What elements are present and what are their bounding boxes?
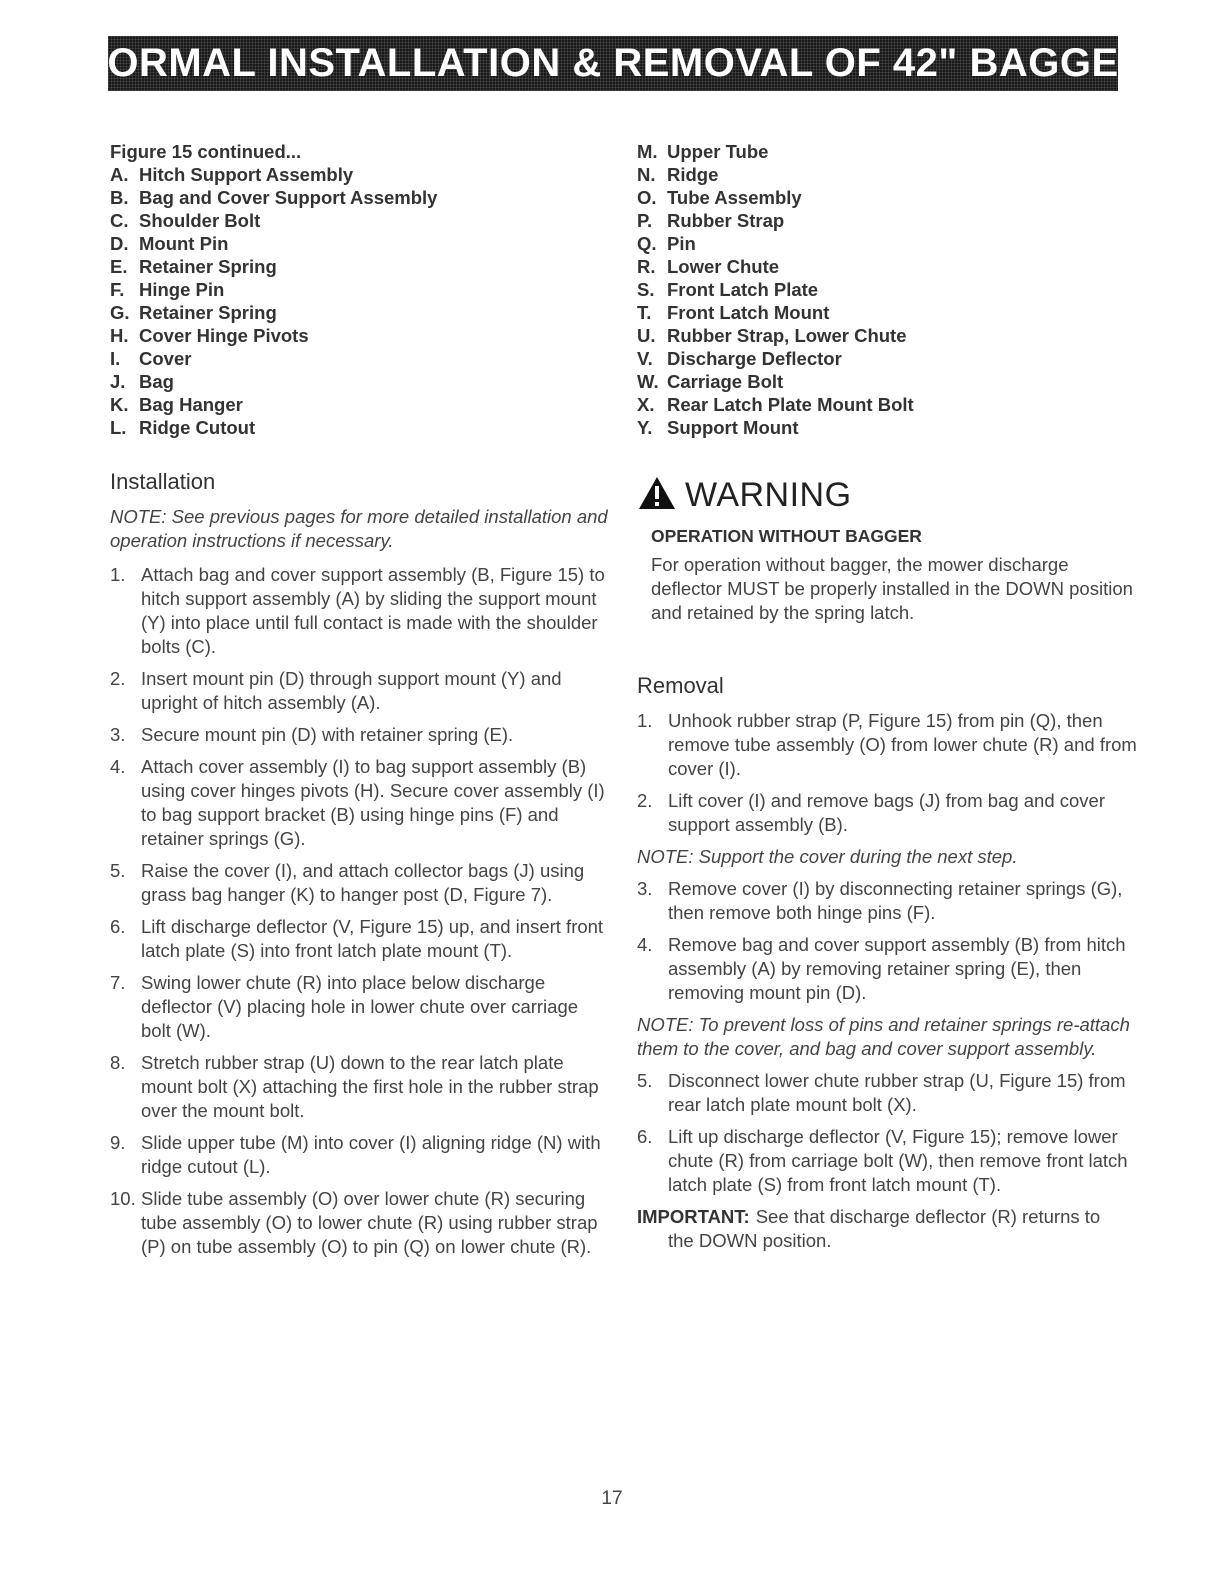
parts-list-item [637,301,1142,324]
parts-list-item [110,393,610,416]
step-number: 6. [637,1126,653,1147]
parts-list-item [637,186,1142,209]
step-number: 9. [110,1132,126,1153]
part-letter: D. [110,233,129,254]
parts-list-item [637,347,1142,370]
part-name: Carriage Bolt [667,371,784,392]
step-text: Remove bag and cover support assembly (B) from hitch assembly (A) by removing retainer spring (E), then removing mount pin (D). [668,934,1126,1003]
part-letter: L. [110,417,127,438]
parts-list-item [110,347,610,370]
step-text: Swing lower chute (R) into place below discharge deflector (V) placing hole in lower chute over carriage bolt (W). [141,972,579,1041]
step-text: Stretch rubber strap (U) down to the rear latch plate mount bolt (X) attaching the first hole in the rubber strap over the mount bolt. [141,1052,599,1121]
parts-list-item [637,255,1142,278]
list-item [637,877,1142,925]
part-letter: I. [110,348,121,369]
part-letter: R. [637,256,656,277]
step-number: 5. [110,860,126,881]
part-letter: B. [110,187,129,208]
step-text: Disconnect lower chute rubber strap (U, Figure 15) from rear latch plate mount bolt (X). [668,1070,1126,1115]
part-name: Support Mount [667,417,799,438]
step-number: 4. [110,756,126,777]
removal-steps-1 [637,709,1142,837]
part-letter: E. [110,256,128,277]
removal-note-2: NOTE: To prevent loss of pins and retainer springs re-attach them to the cover, and bag and cover support assembly. [637,1014,1130,1059]
part-name: Bag and Cover Support Assembly [139,187,438,208]
installation-heading: Installation [110,469,216,494]
step-number: 5. [637,1070,653,1091]
step-number: 6. [110,916,126,937]
step-text: Lift up discharge deflector (V, Figure 15); remove lower chute (R) from carriage bolt (W), then remove front latch latch plate (S) from front latch mount (T). [668,1126,1128,1195]
parts-list-left [110,140,610,439]
part-name: Ridge [667,164,719,185]
part-letter: S. [637,279,655,300]
installation-steps [110,563,610,1259]
warning-body: For operation without bagger, the mower discharge deflector MUST be properly installed in the DOWN position and retained by the spring latch. [651,554,1133,623]
part-name: Cover Hinge Pivots [139,325,309,346]
page-title: NORMAL INSTALLATION & REMOVAL OF 42" BAGGER [77,41,1149,85]
parts-list-item [637,163,1142,186]
list-item [637,1069,1142,1117]
part-name: Upper Tube [667,141,769,162]
removal-heading: Removal [637,673,724,698]
parts-list-item [110,186,610,209]
important-notice [637,1205,1142,1253]
part-letter: X. [637,394,655,415]
step-number: 3. [637,878,653,899]
part-name: Rubber Strap [667,210,785,231]
parts-list-right [637,140,1142,439]
part-name: Retainer Spring [139,302,277,323]
list-item [110,755,610,851]
part-letter: G. [110,302,130,323]
list-item [110,1051,610,1123]
step-number: 7. [110,972,126,993]
installation-note: NOTE: See previous pages for more detailed installation and operation instructions if necessary. [110,506,608,551]
parts-list-item [110,416,610,439]
part-name: Bag [139,371,174,392]
part-name: Lower Chute [667,256,780,277]
warning-title: WARNING [685,476,852,514]
part-letter: N. [637,164,656,185]
step-number: 1. [110,564,126,585]
step-text: Remove cover (I) by disconnecting retainer springs (G), then remove both hinge pins (F). [668,878,1123,923]
parts-list-item [110,278,610,301]
parts-list-item [637,140,1142,163]
part-name: Discharge Deflector [667,348,842,369]
parts-list-item [110,255,610,278]
important-text-2: the DOWN position. [668,1230,832,1251]
step-text: Insert mount pin (D) through support mount (Y) and upright of hitch assembly (A). [141,668,562,713]
list-item [637,933,1142,1005]
part-letter: M. [637,141,658,162]
parts-list-item [637,416,1142,439]
removal-steps-3 [637,1069,1142,1197]
left-column [110,140,610,1267]
step-text: Unhook rubber strap (P, Figure 15) from pin (Q), then remove tube assembly (O) from lower chute (R) and from cover (I). [668,710,1137,779]
list-item [637,789,1142,837]
part-letter: C. [110,210,129,231]
part-name: Retainer Spring [139,256,277,277]
part-letter: Q. [637,233,657,254]
part-name: Hitch Support Assembly [139,164,354,185]
part-letter: Y. [637,417,653,438]
part-name: Rubber Strap, Lower Chute [667,325,907,346]
list-item [110,915,610,963]
part-letter: J. [110,371,126,392]
part-name: Tube Assembly [667,187,802,208]
step-text: Secure mount pin (D) with retainer spring (E). [141,724,514,745]
part-letter: P. [637,210,653,231]
parts-list-item [110,301,610,324]
parts-list-heading: Figure 15 continued... [110,141,302,162]
part-letter: A. [110,164,129,185]
step-number: 2. [110,668,126,689]
part-name: Bag Hanger [139,394,243,415]
part-name: Pin [667,233,696,254]
list-item [110,1131,610,1179]
list-item [110,1187,610,1259]
parts-list-item [110,370,610,393]
parts-list-item [110,163,610,186]
important-text-1: See that discharge deflector (R) returns to [755,1206,1101,1227]
removal-note-1: NOTE: Support the cover during the next step. [637,846,1018,867]
parts-list-item [637,232,1142,255]
part-letter: K. [110,394,129,415]
list-item [637,709,1142,781]
part-letter: W. [637,371,659,392]
step-number: 2. [637,790,653,811]
step-number: 3. [110,724,126,745]
parts-list-item [637,278,1142,301]
step-text: Lift cover (I) and remove bags (J) from bag and cover support assembly (B). [668,790,1105,835]
parts-list-item [110,324,610,347]
parts-list-item [110,209,610,232]
step-text: Raise the cover (I), and attach collector bags (J) using grass bag hanger (K) to hanger post (D, Figure 7). [141,860,585,905]
list-item [110,563,610,659]
part-name: Mount Pin [139,233,229,254]
page-number: 17 [601,1488,623,1509]
part-name: Hinge Pin [139,279,225,300]
parts-list-item [637,393,1142,416]
list-item [110,859,610,907]
step-text: Attach bag and cover support assembly (B, Figure 15) to hitch support assembly (A) by sliding the support mount (Y) into place until full contact is made with the shoulder bolts (C). [141,564,605,657]
part-name: Ridge Cutout [139,417,256,438]
part-name: Front Latch Mount [667,302,830,323]
step-text: Slide tube assembly (O) over lower chute (R) securing tube assembly (O) to lower chute (R) using rubber strap (P) on tube assembly (O) to pin (Q) on lower chute (R). [141,1188,598,1257]
part-letter: V. [637,348,653,369]
step-number: 4. [637,934,653,955]
part-letter: U. [637,325,656,346]
step-text: Lift discharge deflector (V, Figure 15) up, and insert front latch plate (S) into front latch plate mount (T). [141,916,604,961]
part-letter: F. [110,279,125,300]
parts-list-item [637,209,1142,232]
step-number: 8. [110,1052,126,1073]
part-name: Rear Latch Plate Mount Bolt [667,394,914,415]
step-text: Slide upper tube (M) into cover (I) aligning ridge (N) with ridge cutout (L). [141,1132,601,1177]
warning-subheading: OPERATION WITHOUT BAGGER [651,526,922,546]
important-label: IMPORTANT: [637,1206,750,1227]
list-item [110,723,610,747]
step-number: 10. [110,1188,136,1209]
part-letter: O. [637,187,657,208]
parts-list-item [637,370,1142,393]
warning-header [637,475,1142,516]
step-number: 1. [637,710,653,731]
parts-list-item [637,324,1142,347]
warning-triangle-icon [637,475,677,516]
part-letter: T. [637,302,652,323]
removal-steps-2 [637,877,1142,1005]
list-item [637,1125,1142,1197]
part-name: Cover [139,348,192,369]
parts-list-item [110,232,610,255]
step-text: Attach cover assembly (I) to bag support assembly (B) using cover hinges pivots (H). Secure cover assembly (I) to bag support bracket (B) using hinge pins (F) and retainer springs (G). [141,756,605,849]
part-name: Front Latch Plate [667,279,819,300]
right-column [637,140,1142,1253]
part-name: Shoulder Bolt [139,210,261,231]
list-item [110,667,610,715]
list-item [110,971,610,1043]
section-banner [77,36,1149,91]
part-letter: H. [110,325,129,346]
